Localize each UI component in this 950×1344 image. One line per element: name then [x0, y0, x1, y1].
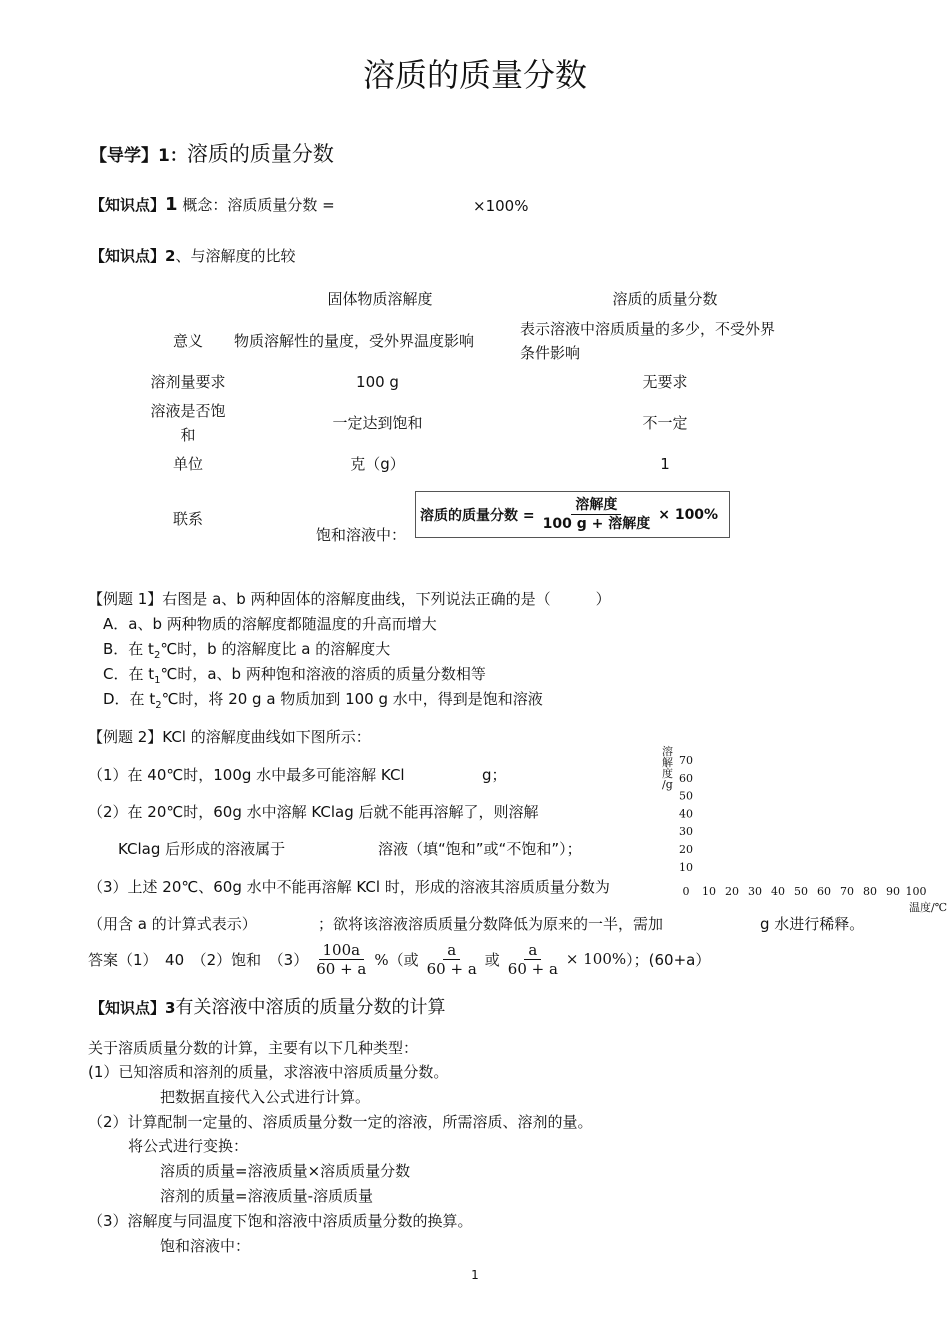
- ans-frac-3-num: a: [524, 941, 541, 960]
- ans-frac-3: [504, 941, 562, 978]
- guide-text: 溶质的质量分数: [186, 142, 334, 166]
- calc-l1b: 把数据直接代入公式进行计算。: [160, 1088, 371, 1106]
- row-unit-b: 1: [660, 455, 670, 473]
- x-tick-label: 90: [886, 885, 900, 898]
- guide-num: 1：: [158, 146, 187, 166]
- formula-numerator: 溶解度: [571, 496, 621, 515]
- calc-intro: 关于溶质质量分数的计算，主要有以下几种类型：: [88, 1039, 419, 1057]
- y-tick-label: 60: [679, 771, 693, 785]
- row-label-relation: 联系: [172, 510, 203, 528]
- y-tick-label: 30: [679, 825, 693, 839]
- x-tick-label: 80: [863, 885, 877, 898]
- calc-l2: （2）计算配制一定量的、溶质质量分数一定的溶液，所需溶质、溶剂的量。: [88, 1113, 593, 1131]
- x-tick-label: 60: [817, 885, 831, 898]
- x-tick-label: 20: [725, 885, 739, 898]
- row-unit-a: 克（g）: [350, 455, 405, 473]
- kp1-tail: ×100%: [473, 197, 529, 215]
- kp2-line: [90, 245, 295, 266]
- formula-fraction: [539, 496, 655, 533]
- x-tick-label: 30: [748, 885, 762, 898]
- ex2-q2a: （2）在 20℃时，60g 水中溶解 KClag 后就不能再溶解了，则溶解: [88, 803, 539, 821]
- row-saturated-b: 不一定: [642, 414, 688, 432]
- y-tick-label: 10: [679, 860, 693, 874]
- row-label-solvent: 溶剂量要求: [150, 373, 226, 391]
- ex1-b-post: ℃时，b 的溶解度比 a 的溶解度大: [160, 640, 391, 658]
- ex1-stem: 【例题 1】右图是 a、b 两种固体的溶解度曲线，下列说法正确的是（ ）: [88, 590, 611, 608]
- ex1-option-b: [103, 638, 390, 661]
- kcl-solubility-chart: [650, 740, 948, 920]
- row-label-unit: 单位: [172, 455, 203, 473]
- calc-l3b: 饱和溶液中：: [160, 1237, 251, 1255]
- row-meaning-b1: 表示溶液中溶质质量的多少，不受外界: [520, 320, 776, 338]
- ans-pct: %（或: [374, 950, 419, 969]
- guide-heading: [90, 138, 334, 168]
- ans-frac-2-den: 60 + a: [426, 959, 477, 978]
- ex1-c-pre: C．在 t: [103, 665, 155, 683]
- ans-frac-1: [312, 941, 370, 978]
- kp2-tag: 【知识点】: [90, 247, 166, 265]
- ans-x100: × 100%: [565, 950, 627, 968]
- x-tick-label: 10: [702, 885, 716, 898]
- ans-frac-1-den: 60 + a: [316, 959, 367, 978]
- formula-tail: × 100%: [658, 506, 719, 523]
- ans-or: 或: [484, 950, 500, 969]
- ex2-answer: [88, 936, 710, 982]
- ex1-d-post: ℃时，将 20 g a 物质加到 100 g 水中，得到是饱和溶液: [161, 690, 543, 708]
- y-tick-label: 40: [679, 807, 693, 821]
- calc-l2b: 将公式进行变换：: [128, 1137, 249, 1155]
- kp3-num: 3: [165, 999, 176, 1017]
- x-axis-label: 温度/℃: [908, 901, 948, 914]
- x-tick-label: 40: [771, 885, 785, 898]
- kp1-text: 概念：溶质质量分数 =: [182, 196, 335, 214]
- y-axis-label-char: 溶: [662, 745, 673, 758]
- formula-left: 溶质的质量分数 =: [420, 507, 535, 524]
- ex2-q1a: （1）在 40℃时，100g 水中最多可能溶解 KCl: [88, 766, 405, 784]
- y-axis-label-char: 度: [662, 767, 673, 780]
- ex1-c-sub: 1: [154, 675, 161, 686]
- calc-l1: (1）已知溶质和溶剂的质量，求溶液中溶质质量分数。: [88, 1063, 449, 1081]
- ans-pre: 答案（1） 40 （2）饱和 （3）: [88, 950, 309, 969]
- row-saturated-a: 一定达到饱和: [332, 414, 423, 432]
- ex2-stem: 【例题 2】KCl 的溶解度曲线如下图所示：: [88, 728, 371, 746]
- x-tick-label: 50: [794, 885, 808, 898]
- row-meaning-b2: 条件影响: [520, 344, 581, 362]
- ex2-q3a: （3）上述 20℃、60g 水中不能再溶解 KCl 时，形成的溶液其溶质质量分数为: [88, 878, 610, 896]
- table-header-solubility: 固体物质溶解度: [327, 290, 433, 308]
- x-tick-label: 0: [682, 885, 690, 898]
- calc-l2c: 溶质的质量=溶液质量×溶质质量分数: [160, 1162, 411, 1180]
- row-relation-a: 饱和溶液中：: [316, 526, 407, 544]
- table-header-fraction: 溶质的质量分数: [612, 290, 718, 308]
- ex1-option-c: [103, 663, 486, 686]
- ex2-q1b: g；: [482, 766, 507, 784]
- page-title: 溶质的质量分数: [362, 56, 587, 94]
- x-tick-label: 70: [840, 885, 854, 898]
- guide-tag: 【导学】: [90, 146, 158, 166]
- ex2-q3b: （用含 a 的计算式表示）: [88, 915, 257, 933]
- kp1-tag: 【知识点】: [90, 196, 166, 214]
- ex1-d-sub: 2: [155, 700, 162, 711]
- y-tick-label: 70: [679, 754, 693, 767]
- ex1-option-d: [103, 688, 543, 711]
- row-solvent-a: 100 g: [356, 373, 399, 391]
- ex2-q2b: KClag 后形成的溶液属于: [118, 840, 286, 858]
- ex2-q3d: g 水进行稀释。: [760, 915, 865, 933]
- x-tick-label: 100: [905, 885, 927, 898]
- y-tick-label: 20: [679, 843, 693, 856]
- page-number: 1: [471, 1268, 479, 1282]
- ans-frac-1-num: 100a: [319, 941, 365, 960]
- y-axis-label-char: /g: [662, 778, 673, 791]
- y-tick-label: 50: [679, 789, 693, 803]
- row-label-saturated-2: 和: [180, 426, 196, 444]
- kp3-tag: 【知识点】: [90, 999, 166, 1017]
- saturated-formula-box: [415, 491, 730, 538]
- ex2-q3c: ；欲将该溶液溶质质量分数降低为原来的一半，需加: [318, 915, 664, 933]
- formula-denominator: 100 g + 溶解度: [542, 516, 651, 532]
- ans-frac-3-den: 60 + a: [507, 959, 558, 978]
- kp2-text: 、与溶解度的比较: [175, 247, 296, 265]
- row-meaning-a: 物质溶解性的量度，受外界温度影响: [234, 332, 475, 350]
- ex1-b-pre: B．在 t: [103, 640, 154, 658]
- ans-post: ）；(60+a）: [626, 950, 711, 969]
- row-label-meaning: 意义: [172, 332, 203, 350]
- kp1-num: 1: [165, 194, 178, 215]
- y-axis-label-char: 解: [662, 756, 673, 769]
- calc-l3: （3）溶解度与同温度下饱和溶液中溶质质量分数的换算。: [88, 1212, 473, 1230]
- kp1-line: [90, 194, 335, 215]
- ex1-b-sub: 2: [153, 650, 161, 661]
- ex2-q2c: 溶液（填“饱和”或“不饱和”）；: [378, 840, 582, 858]
- ex1-option-a: A．a、b 两种物质的溶解度都随温度的升高而增大: [103, 615, 437, 633]
- ex1-d-pre: D．在 t: [103, 690, 156, 708]
- row-label-saturated-1: 溶液是否饱: [150, 402, 226, 420]
- ans-frac-2: [423, 941, 481, 978]
- kp3-line: [90, 993, 445, 1019]
- ex1-c-post: ℃时，a、b 两种饱和溶液的溶质的质量分数相等: [160, 665, 486, 683]
- kp3-text: 有关溶液中溶质的质量分数的计算: [175, 997, 446, 1018]
- kp2-num: 2: [165, 247, 176, 265]
- ans-frac-2-num: a: [443, 941, 460, 960]
- row-solvent-b: 无要求: [642, 373, 688, 391]
- calc-l2d: 溶剂的质量=溶液质量-溶质质量: [160, 1187, 373, 1205]
